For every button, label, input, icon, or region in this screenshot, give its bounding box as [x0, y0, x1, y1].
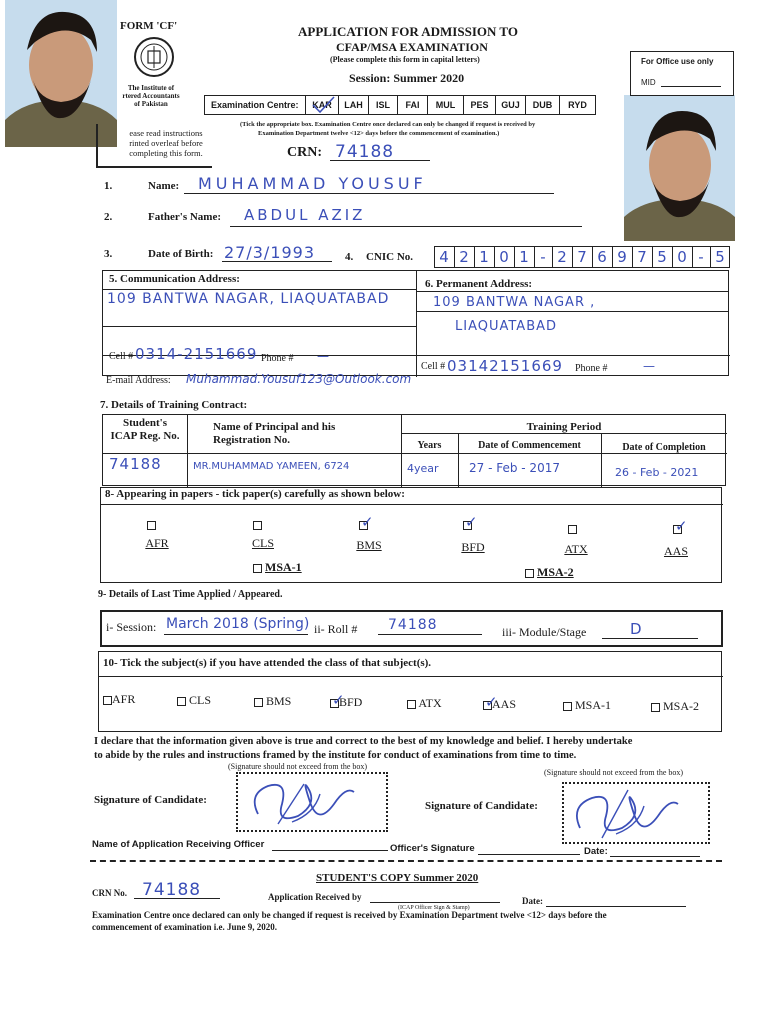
checkbox [407, 700, 416, 709]
mid-label: MID [641, 78, 656, 87]
sig-note-left: (Signature should not exceed from the box) [228, 762, 368, 771]
cnic-digit: 0 [494, 247, 514, 267]
paper-bfd-checkbox[interactable] [463, 516, 472, 534]
module-value[interactable]: D [630, 620, 643, 638]
address-section [102, 270, 729, 376]
checkbox-msa2 [525, 569, 534, 578]
subject-label: AFR [112, 692, 136, 706]
training-label: 7. Details of Training Contract: [100, 399, 248, 411]
exam-centre-lah[interactable]: LAH [338, 96, 368, 114]
roll-label: ii- Roll # [314, 622, 358, 636]
session-value[interactable]: March 2018 (Spring) [166, 616, 310, 632]
exam-centre-fai[interactable]: FAI [397, 96, 427, 114]
principal-header [213, 421, 335, 447]
attended-msa1[interactable] [563, 698, 611, 713]
cnic-boxes[interactable] [434, 246, 730, 268]
checkbox [483, 701, 492, 710]
table-rule [401, 433, 727, 434]
read-instructions-box [96, 124, 212, 168]
comm-phone-label: Phone # [261, 353, 294, 364]
exam-centre-dub[interactable]: DUB [525, 96, 559, 114]
header-line: ICAP Reg. No. [110, 430, 180, 442]
paper-aas-checkbox[interactable] [673, 520, 682, 538]
icap-logo [128, 36, 180, 78]
exam-centre-row [204, 95, 596, 115]
paper-bms: BMS [356, 538, 382, 552]
name-number: 1. [104, 180, 113, 192]
commence-header: Date of Commencement [478, 440, 581, 451]
office-use-label: For Office use only [641, 57, 714, 66]
cnic-digit: 9 [612, 247, 632, 267]
subject-label: MSA-1 [575, 698, 612, 712]
checkbox-atx [568, 525, 577, 534]
read-instructions-text [118, 128, 214, 158]
attended-msa2[interactable] [651, 699, 699, 714]
exam-centre-label: Examination Centre: [211, 100, 299, 110]
roll-value[interactable]: 74188 [388, 617, 438, 633]
address-rule [416, 311, 729, 312]
module-label: iii- Module/Stage [502, 625, 587, 639]
checkbox-afr [147, 521, 156, 530]
email-label: E-mail Address: [106, 375, 171, 386]
paper-bfd: BFD [461, 540, 485, 554]
subject-label: CLS [189, 693, 212, 707]
last-time-box [100, 610, 723, 647]
checkbox-aas [673, 525, 682, 534]
years-value[interactable]: 4year [407, 462, 439, 475]
exam-centre-pes[interactable]: PES [463, 96, 495, 114]
last-time-label: 9- Details of Last Time Applied / Appeared. [98, 589, 283, 600]
received-by-label: Application Received by [268, 892, 362, 902]
perm-phone-value[interactable]: — [643, 359, 656, 373]
cnic-label: CNIC No. [366, 251, 414, 263]
cnic-digit: 4 [434, 247, 454, 267]
institute-line: The Institute of [127, 84, 175, 92]
table-col-divider [187, 415, 188, 487]
communication-address[interactable]: 109 BANTWA NAGAR, LIAQUATABAD [107, 291, 390, 307]
cnic-digit: 2 [552, 247, 572, 267]
father-number: 2. [104, 211, 113, 223]
reg-header [103, 417, 187, 443]
session-label: i- Session: [106, 620, 157, 634]
mid-line[interactable] [661, 86, 721, 87]
training-table [102, 414, 726, 486]
read-instructions-line: completing this form. [129, 148, 203, 158]
signature-box-left[interactable] [236, 772, 388, 832]
cnic-digit: 1 [514, 247, 534, 267]
signature-box-right[interactable] [562, 782, 710, 844]
checkbox [563, 702, 572, 711]
form-label: FORM 'CF' [120, 20, 178, 32]
checkbox [330, 699, 339, 708]
perm-cell-value[interactable]: 03142151669 [447, 357, 563, 375]
paper-cls: CLS [251, 536, 274, 550]
received-by-note: (ICAP Officer Sign & Stamp) [398, 905, 470, 911]
subject-label: ATX [418, 696, 442, 710]
subject-label: AAS [492, 697, 517, 711]
perm-cell-label: Cell # [421, 361, 446, 372]
period-header: Training Period [526, 421, 602, 433]
attended-bms[interactable] [254, 694, 291, 709]
student-footer-1: Examination Centre once declared can only be changed if request is received by Examination Department twelve <12> days before the [92, 910, 607, 920]
address-divider [416, 271, 417, 377]
crn-value[interactable]: 74188 [335, 142, 395, 162]
permanent-label: 6. Permanent Address: [425, 278, 533, 290]
session-title: Session: Summer 2020 [349, 71, 465, 85]
paper-afr-checkbox[interactable] [147, 516, 156, 534]
cut-line [90, 860, 722, 862]
email-value[interactable]: Muhammad.Yousuf123@Outlook.com [186, 372, 412, 386]
cnic-digit: 6 [592, 247, 612, 267]
name-value[interactable]: MUHAMMAD YOUSUF [198, 174, 427, 193]
student-date-label: Date: [522, 896, 543, 906]
paper-afr: AFR [145, 536, 169, 550]
perm-phone-label: Phone # [575, 363, 608, 374]
comm-phone-value[interactable]: — [317, 349, 330, 363]
checkbox [103, 696, 112, 705]
paper-msa2[interactable] [525, 565, 574, 580]
attended-aas[interactable] [483, 697, 516, 712]
comm-cell-value[interactable]: 0314-2151669 [135, 345, 258, 363]
subject-label: BFD [339, 695, 363, 709]
checkbox-bfd [463, 521, 472, 530]
exam-centre-ryd[interactable]: RYD [559, 96, 595, 114]
permanent-address-1[interactable]: 109 BANTWA NAGAR , [433, 295, 596, 310]
papers-rule [101, 504, 723, 505]
crn-line [330, 160, 430, 161]
header-line: Registration No. [213, 434, 290, 446]
receiving-date-label: Date: [584, 846, 608, 857]
student-copy-title: STUDENT'S COPY Summer 2020 [316, 872, 479, 884]
cnic-digit: 2 [454, 247, 474, 267]
cnic-digit: 0 [672, 247, 692, 267]
dob-number: 3. [104, 248, 113, 260]
attended-atx[interactable] [407, 696, 442, 711]
crn-label: CRN: [287, 145, 322, 160]
institute-seal-icon [128, 36, 180, 78]
student-crn-label: CRN No. [92, 888, 127, 898]
years-header: Years [417, 440, 442, 451]
father-value[interactable]: ABDUL AZIZ [244, 206, 366, 224]
applicant-photo-right [624, 95, 735, 241]
cnic-digit: 7 [632, 247, 652, 267]
paper-msa1[interactable] [253, 560, 302, 575]
applicant-portrait [624, 95, 735, 241]
address-rule [416, 291, 729, 292]
sig-label-left: Signature of Candidate: [94, 794, 207, 806]
attended-rule [99, 676, 723, 677]
form-subtitle: CFAP/MSA EXAMINATION [336, 40, 488, 54]
institute-line: rtered Accountants [122, 92, 180, 100]
completion-value[interactable]: 26 - Feb - 2021 [615, 466, 699, 479]
receiving-date-line[interactable] [610, 856, 700, 857]
office-use-box [630, 51, 734, 96]
name-line [184, 193, 554, 194]
form-title: APPLICATION FOR ADMISSION TO [298, 24, 518, 39]
exam-centre-note-2: Examination Department twelve <12> days before the commencement of examination.) [258, 130, 500, 137]
read-instructions-line: rinted overleaf before [129, 138, 203, 148]
dob-value[interactable]: 27/3/1993 [224, 243, 316, 262]
read-instructions-line: ease read instructions [129, 128, 203, 138]
address-rule [103, 326, 416, 327]
cnic-digit: 5 [710, 247, 730, 267]
checkbox-cls [253, 521, 262, 530]
session-line [164, 634, 308, 635]
exam-centre-note-1: (Tick the appropriate box. Examination Centre once declared can only be changed if request is received by [240, 121, 536, 128]
capital-letters-instruction: (Please complete this form in capital letters) [330, 55, 480, 64]
cnic-digit: 5 [652, 247, 672, 267]
receiving-officer-label: Name of Application Receiving Officer [92, 839, 265, 850]
name-label: Name: [148, 180, 180, 192]
cnic-number: 4. [345, 251, 354, 263]
dob-line [222, 261, 332, 262]
paper-aas: AAS [663, 544, 688, 558]
dob-label: Date of Birth: [148, 248, 214, 260]
reg-value[interactable]: 74188 [109, 455, 162, 473]
institute-name [112, 84, 190, 108]
cnic-digit: - [692, 247, 710, 267]
centre-code: KAR [312, 100, 332, 110]
signature-drawing [564, 784, 708, 844]
father-label: Father's Name: [148, 211, 222, 223]
checkbox [254, 698, 263, 707]
student-crn-value[interactable]: 74188 [142, 880, 202, 900]
student-footer-2: commencement of examination i.e. June 9, 2020. [92, 922, 277, 932]
principal-value[interactable]: MR.MUHAMMAD YAMEEN, 6724 [193, 461, 350, 472]
subject-label: BMS [266, 694, 292, 708]
attended-bfd[interactable] [330, 695, 362, 710]
checkbox [651, 703, 660, 712]
paper-atx-checkbox[interactable] [568, 520, 577, 538]
signature-drawing [238, 774, 386, 832]
receiving-officer-line[interactable] [272, 850, 388, 851]
officer-signature-label: Officer's Signature [390, 843, 475, 854]
sig-label-right: Signature of Candidate: [425, 800, 538, 812]
attended-cls[interactable] [177, 693, 211, 708]
table-rule [103, 453, 727, 454]
paper-atx: ATX [564, 542, 588, 556]
address-rule [103, 289, 416, 290]
student-date-line[interactable] [546, 906, 686, 907]
attended-section [98, 651, 722, 732]
roll-line [378, 634, 482, 635]
paper-cls-checkbox[interactable] [253, 516, 262, 534]
msa2-label: MSA-2 [537, 565, 574, 579]
comm-cell-label: Cell # [109, 351, 134, 362]
student-crn-line [134, 898, 220, 899]
father-line [230, 226, 582, 227]
completion-header: Date of Completion [622, 442, 706, 453]
officer-signature-line[interactable] [478, 854, 580, 855]
received-by-line[interactable] [370, 902, 500, 903]
checkbox-msa1 [253, 564, 262, 573]
module-line [602, 638, 698, 639]
checkbox-bms [359, 521, 368, 530]
sig-note-right: (Signature should not exceed from the box) [544, 768, 684, 777]
cnic-digit: - [534, 247, 552, 267]
institute-line: of Pakistan [134, 100, 168, 108]
exam-centre-mul[interactable]: MUL [427, 96, 463, 114]
permanent-address-2[interactable]: LIAQUATABAD [455, 319, 558, 334]
exam-centre-kar[interactable] [305, 96, 338, 114]
header-line: Student's [122, 417, 168, 429]
papers-label: 8- Appearing in papers - tick paper(s) carefully as shown below: [105, 488, 405, 500]
commence-value[interactable]: 27 - Feb - 2017 [469, 461, 560, 475]
attended-label: 10- Tick the subject(s) if you have attended the class of that subject(s). [103, 657, 432, 669]
exam-centre-isl[interactable]: ISL [368, 96, 397, 114]
attended-afr[interactable] [103, 692, 135, 707]
cnic-digit: 1 [474, 247, 494, 267]
cnic-digit: 7 [572, 247, 592, 267]
declaration-line-2: to abide by the rules and instructions framed by the institute for conduct of examinations from time to time. [94, 750, 577, 761]
declaration-line-1: I declare that the information given above is true and correct to the best of my knowledge and belief. I hereby undertake [94, 736, 633, 747]
subject-label: MSA-2 [663, 699, 700, 713]
checkbox [177, 697, 186, 706]
paper-bms-checkbox[interactable] [359, 516, 368, 534]
header-line: Name of Principal and his [213, 421, 336, 433]
checkmark-icon [310, 96, 336, 114]
exam-centre-guj[interactable]: GUJ [495, 96, 525, 114]
communication-label: 5. Communication Address: [109, 273, 240, 285]
msa1-label: MSA-1 [265, 560, 302, 574]
papers-section [100, 487, 722, 583]
